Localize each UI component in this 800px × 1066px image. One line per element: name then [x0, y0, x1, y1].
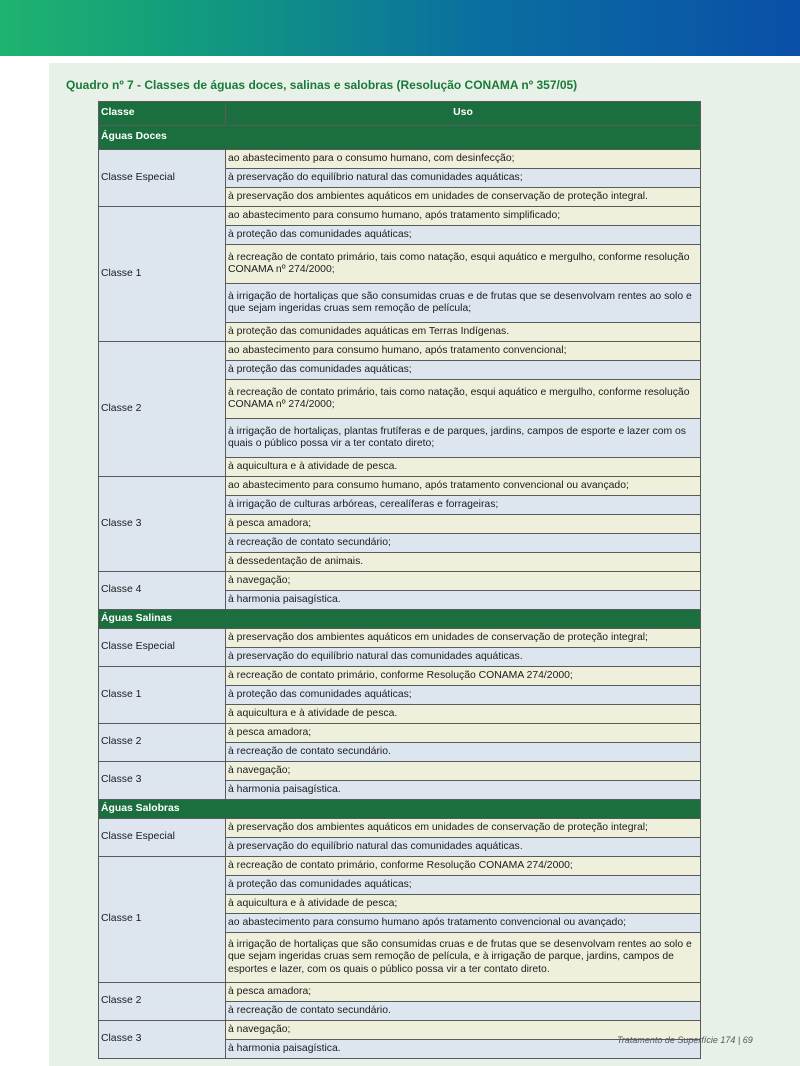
use-cell: à dessedentação de animais.	[226, 553, 701, 572]
class-cell: Classe 3	[99, 762, 226, 800]
use-cell: à aquicultura e à atividade de pesca.	[226, 705, 701, 724]
use-cell: à preservação do equilíbrio natural das comunidades aquáticas;	[226, 169, 701, 188]
use-cell: à pesca amadora;	[226, 515, 701, 534]
use-cell: à preservação dos ambientes aquáticos em unidades de conservação de proteção integral;	[226, 629, 701, 648]
section-heading: Águas Salobras	[99, 800, 701, 819]
use-cell: à proteção das comunidades aquáticas;	[226, 226, 701, 245]
use-cell: à navegação;	[226, 762, 701, 781]
table-row	[99, 342, 701, 361]
header-banner	[0, 0, 800, 56]
table-header-row	[99, 102, 701, 126]
table-row	[99, 667, 701, 686]
table-row	[99, 762, 701, 781]
use-cell: à harmonia paisagística.	[226, 1040, 701, 1059]
use-cell: à pesca amadora;	[226, 724, 701, 743]
use-cell: à preservação do equilíbrio natural das comunidades aquáticas.	[226, 648, 701, 667]
use-cell: à recreação de contato primário, conforme Resolução CONAMA 274/2000;	[226, 857, 701, 876]
section-row	[99, 800, 701, 819]
class-cell: Classe 3	[99, 1021, 226, 1059]
use-cell: à irrigação de culturas arbóreas, cerealíferas e forrageiras;	[226, 496, 701, 515]
use-cell: à proteção das comunidades aquáticas;	[226, 361, 701, 380]
class-cell: Classe 2	[99, 724, 226, 762]
use-cell: à harmonia paisagística.	[226, 591, 701, 610]
class-cell: Classe 2	[99, 342, 226, 477]
use-cell: à recreação de contato secundário.	[226, 1002, 701, 1021]
table-row	[99, 629, 701, 648]
use-cell: à aquicultura e à atividade de pesca.	[226, 458, 701, 477]
table-title: Quadro nº 7 - Classes de águas doces, salinas e salobras (Resolução CONAMA nº 357/05)	[66, 78, 578, 92]
use-cell: à aquicultura e à atividade de pesca;	[226, 895, 701, 914]
table-row	[99, 724, 701, 743]
column-header-uso: Uso	[226, 102, 701, 126]
use-cell: à recreação de contato primário, conforme Resolução CONAMA 274/2000;	[226, 667, 701, 686]
use-cell: ao abastecimento para consumo humano, após tratamento convencional;	[226, 342, 701, 361]
use-cell: à preservação do equilíbrio natural das comunidades aquáticas.	[226, 838, 701, 857]
section-heading: Águas Salinas	[99, 610, 701, 629]
use-cell: à irrigação de hortaliças, plantas frutíferas e de parques, jardins, campos de esporte e lazer com os quais o público possa vir a ter contato direto;	[226, 419, 701, 458]
use-cell: à recreação de contato secundário.	[226, 743, 701, 762]
class-cell: Classe 2	[99, 983, 226, 1021]
use-cell: ao abastecimento para consumo humano após tratamento convencional ou avançado;	[226, 914, 701, 933]
table-row	[99, 477, 701, 496]
table-row	[99, 1021, 701, 1040]
class-cell: Classe 1	[99, 857, 226, 983]
use-cell: à recreação de contato secundário;	[226, 534, 701, 553]
class-cell: Classe 1	[99, 667, 226, 724]
section-heading: Águas Doces	[99, 126, 701, 150]
use-cell: à irrigação de hortaliças que são consumidas cruas e de frutas que se desenvolvam rentes ao solo e que sejam ingeridas cruas sem remoção de película;	[226, 284, 701, 323]
use-cell: à proteção das comunidades aquáticas em Terras Indígenas.	[226, 323, 701, 342]
use-cell: ao abastecimento para consumo humano, após tratamento simplificado;	[226, 207, 701, 226]
table-row	[99, 983, 701, 1002]
column-header-classe: Classe	[99, 102, 226, 126]
classes-table	[98, 101, 701, 1059]
class-cell: Classe 4	[99, 572, 226, 610]
table-row	[99, 150, 701, 169]
use-cell: à navegação;	[226, 1021, 701, 1040]
use-cell: ao abastecimento para consumo humano, após tratamento convencional ou avançado;	[226, 477, 701, 496]
table-row	[99, 207, 701, 226]
class-cell: Classe Especial	[99, 819, 226, 857]
class-cell: Classe Especial	[99, 629, 226, 667]
use-cell: à irrigação de hortaliças que são consumidas cruas e de frutas que se desenvolvam rentes ao solo e que sejam ingeridas cruas sem remoção de película, e à irrigação de parque, jardins, campos de esportes e lazer, com os quais o público possa vir a ter contato direto.	[226, 933, 701, 983]
use-cell: ao abastecimento para o consumo humano, com desinfecção;	[226, 150, 701, 169]
table-row	[99, 572, 701, 591]
use-cell: à preservação dos ambientes aquáticos em unidades de conservação de proteção integral;	[226, 819, 701, 838]
use-cell: à proteção das comunidades aquáticas;	[226, 686, 701, 705]
class-cell: Classe 3	[99, 477, 226, 572]
use-cell: à harmonia paisagística.	[226, 781, 701, 800]
page-footer: Tratamento de Superfície 174 | 69	[617, 1035, 753, 1045]
section-row	[99, 126, 701, 150]
use-cell: à recreação de contato primário, tais como natação, esqui aquático e mergulho, conforme resolução CONAMA nº 274/2000;	[226, 380, 701, 419]
use-cell: à preservação dos ambientes aquáticos em unidades de conservação de proteção integral.	[226, 188, 701, 207]
class-cell: Classe Especial	[99, 150, 226, 207]
use-cell: à pesca amadora;	[226, 983, 701, 1002]
use-cell: à navegação;	[226, 572, 701, 591]
class-cell: Classe 1	[99, 207, 226, 342]
use-cell: à proteção das comunidades aquáticas;	[226, 876, 701, 895]
table-row	[99, 819, 701, 838]
table-row	[99, 857, 701, 876]
section-row	[99, 610, 701, 629]
use-cell: à recreação de contato primário, tais como natação, esqui aquático e mergulho, conforme resolução CONAMA nº 274/2000;	[226, 245, 701, 284]
